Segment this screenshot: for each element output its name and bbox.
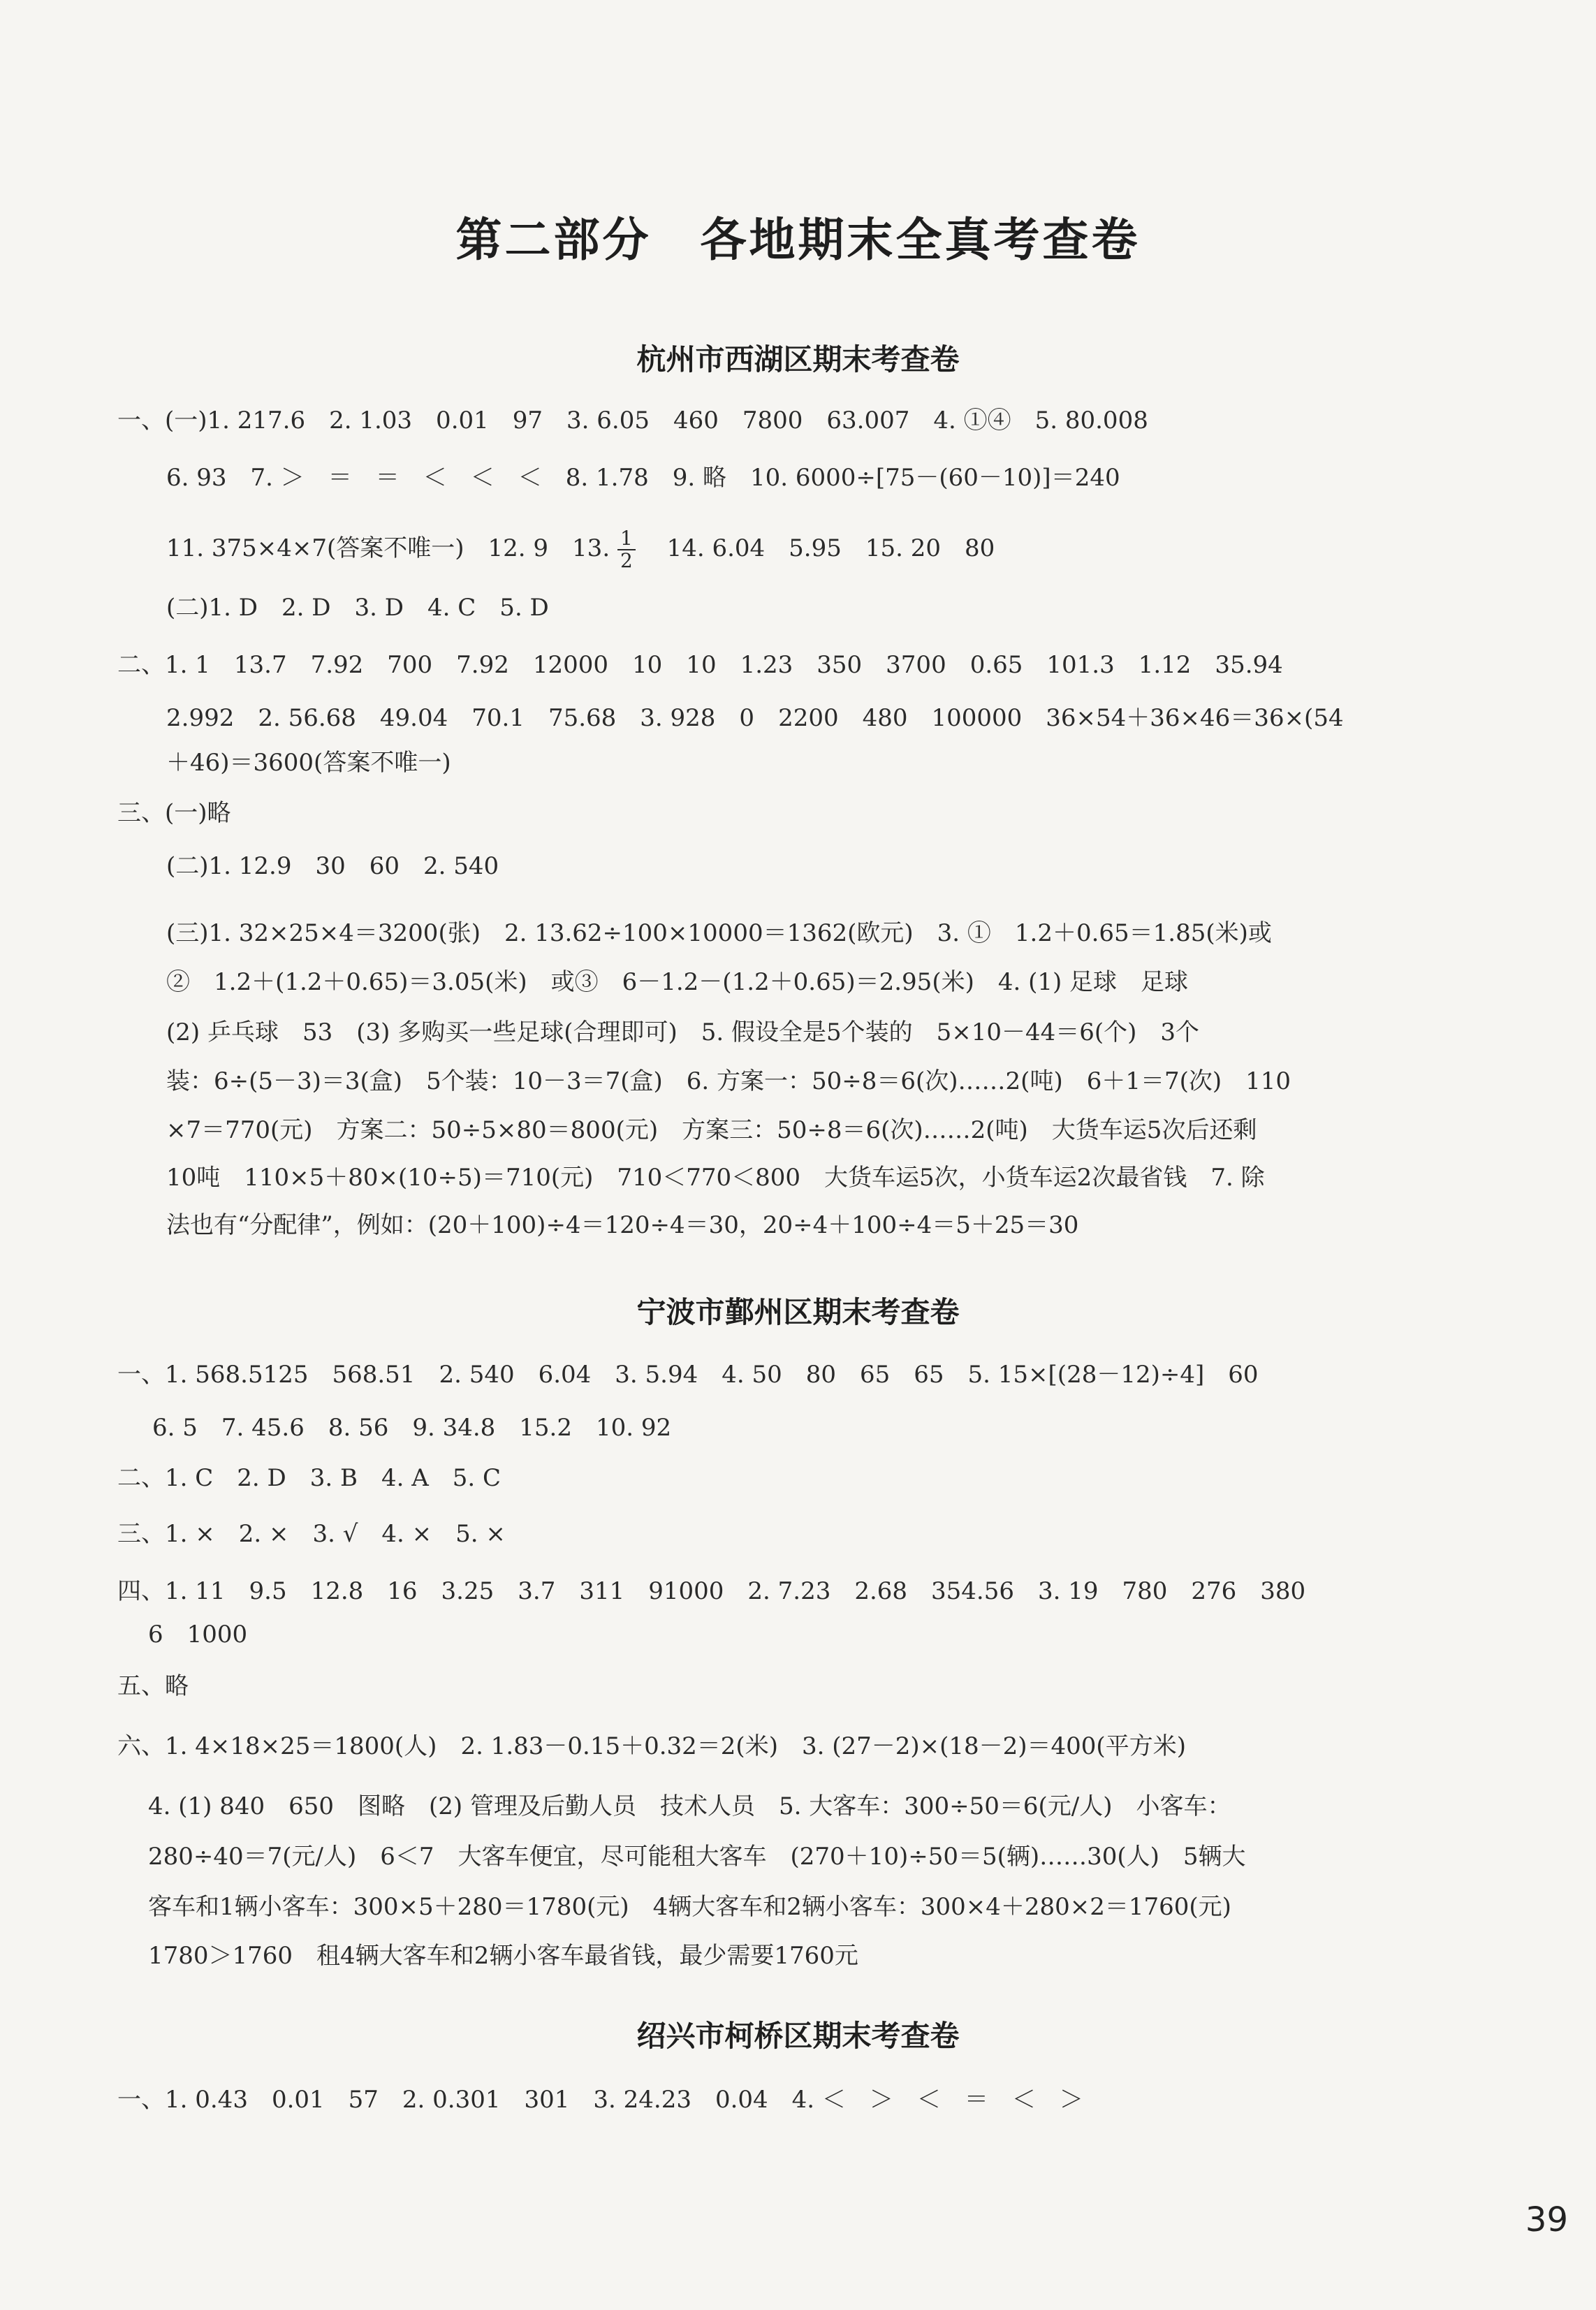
page-number: 39 (1525, 2200, 1568, 2239)
answer-line: 二、1. C 2. D 3. B 4. A 5. C (117, 1464, 502, 1492)
answer-text: 14. 6.04 5.95 15. 20 80 (643, 534, 995, 562)
answer-line: 280÷40＝7(元/人) 6＜7 大客车便宜，尽可能租大客车 (270＋10)÷50＝5(辆)……30(人) 5辆大 (148, 1843, 1246, 1871)
answer-line: 6. 93 7. ＞ ＝ ＝ ＜ ＜ ＜ 8. 1.78 9. 略 10. 6000÷[75－(60－10)]＝240 (166, 464, 1120, 492)
answer-line: 五、略 (117, 1672, 189, 1700)
section-title-ningbo: 宁波市鄞州区期末考查卷 (636, 1295, 960, 1329)
answer-line: 客车和1辆小客车：300×5＋280＝1780(元) 4辆大客车和2辆小客车：300×4＋280×2＝1760(元) (148, 1893, 1231, 1921)
answer-line: 四、1. 11 9.5 12.8 16 3.25 3.7 311 91000 2. 7.23 2.68 354.56 3. 19 780 276 380 (117, 1577, 1306, 1605)
answer-line: ＋46)＝3600(答案不唯一) (166, 749, 451, 777)
answer-line: (三)1. 32×25×4＝3200(张) 2. 13.62÷100×10000＝1362(欧元) 3. ① 1.2＋0.65＝1.85(米)或 (166, 919, 1272, 947)
answer-line-with-fraction (166, 528, 995, 571)
answer-line: (二)1. D 2. D 3. D 4. C 5. D (166, 594, 549, 622)
answer-line: ② 1.2＋(1.2＋0.65)＝3.05(米) 或③ 6－1.2－(1.2＋0.65)＝2.95(米) 4. (1) 足球 足球 (166, 968, 1189, 996)
answer-line: 10吨 110×5＋80×(10÷5)＝710(元) 710＜770＜800 大货车运5次，小货车运2次最省钱 7. 除 (166, 1164, 1265, 1192)
section-title-shaoxing: 绍兴市柯桥区期末考查卷 (636, 2019, 960, 2053)
answer-line: 6 1000 (148, 1621, 248, 1649)
answer-line: 装：6÷(5－3)＝3(盒) 5个装：10－3＝7(盒) 6. 方案一：50÷8＝6(次)……2(吨) 6＋1＝7(次) 110 (166, 1067, 1291, 1095)
answer-line: 二、1. 1 13.7 7.92 700 7.92 12000 10 10 1.23 350 3700 0.65 101.3 1.12 35.94 (117, 651, 1283, 679)
answer-text: 11. 375×4×7(答案不唯一) 12. 9 13. (166, 534, 610, 562)
answer-line: 4. (1) 840 650 图略 (2) 管理及后勤人员 技术人员 5. 大客车：300÷50＝6(元/人) 小客车： (148, 1792, 1231, 1820)
page-title: 第二部分 各地期末全真考查卷 (455, 213, 1141, 267)
answer-line: 一、1. 0.43 0.01 57 2. 0.301 301 3. 24.23 0.04 4. ＜ ＞ ＜ ＝ ＜ ＞ (117, 2086, 1083, 2114)
answer-line: ×7＝770(元) 方案二：50÷5×80＝800(元) 方案三：50÷8＝6(次)……2(吨) 大货车运5次后还剩 (166, 1116, 1257, 1144)
answer-line: 一、1. 568.5125 568.51 2. 540 6.04 3. 5.94 4. 50 80 65 65 5. 15×[(28－12)÷4] 60 (117, 1361, 1259, 1389)
answer-line: 六、1. 4×18×25＝1800(人) 2. 1.83－0.15＋0.32＝2(米) 3. (27－2)×(18－2)＝400(平方米) (117, 1732, 1186, 1760)
fraction-numerator: 1 (617, 528, 636, 550)
answer-line: 三、1. × 2. × 3. √ 4. × 5. × (117, 1520, 506, 1548)
fraction (617, 528, 636, 571)
answer-line: 三、(一)略 (117, 799, 231, 827)
answer-line: 1780＞1760 租4辆大客车和2辆小客车最省钱，最少需要1760元 (148, 1942, 858, 1970)
section-title-hangzhou: 杭州市西湖区期末考查卷 (636, 342, 960, 377)
fraction-denominator: 2 (620, 549, 633, 572)
answer-line: (2) 乒乓球 53 (3) 多购买一些足球(合理即可) 5. 假设全是5个装的 5×10－44＝6(个) 3个 (166, 1018, 1200, 1046)
answer-line: 法也有“分配律”，例如：(20＋100)÷4＝120÷4＝30，20÷4＋100÷4＝5＋25＝30 (166, 1211, 1079, 1239)
answer-line: 一、(一)1. 217.6 2. 1.03 0.01 97 3. 6.05 460 7800 63.007 4. ①④ 5. 80.008 (117, 407, 1148, 434)
answer-line: 6. 5 7. 45.6 8. 56 9. 34.8 15.2 10. 92 (152, 1414, 672, 1442)
answer-line: (二)1. 12.9 30 60 2. 540 (166, 852, 499, 880)
answer-line: 2.992 2. 56.68 49.04 70.1 75.68 3. 928 0 2200 480 100000 36×54＋36×46＝36×(54 (166, 704, 1344, 732)
